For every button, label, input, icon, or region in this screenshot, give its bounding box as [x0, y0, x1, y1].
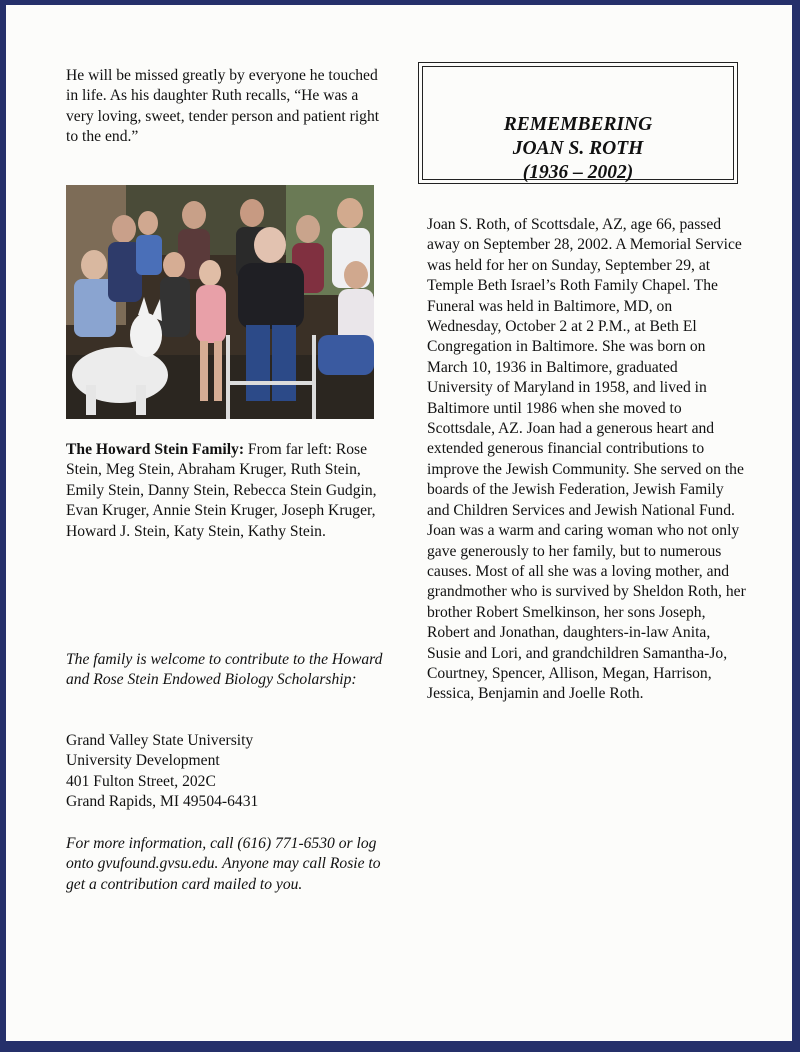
family-photo [66, 185, 374, 419]
address-line: Grand Rapids, MI 49504-6431 [66, 793, 259, 811]
intro-paragraph: He will be missed greatly by everyone he touched in life. As his daughter Ruth recalls, “He was a very loving, sweet, tender person and patient right to the end.” [66, 67, 380, 146]
photo-caption [66, 440, 384, 542]
caption-title: The Howard Stein Family: [66, 441, 245, 458]
title-line-name: JOAN S. ROTH [512, 138, 644, 159]
more-info-note: For more information, call (616) 771-6530 or log onto gvufound.gvsu.edu. Anyone may call Rosie to get a contribution card mailed to you. [66, 835, 381, 893]
memorial-title [419, 113, 737, 185]
title-line-years: (1936 – 2002) [522, 162, 634, 183]
mailing-address [66, 731, 384, 813]
contribution-note: The family is welcome to contribute to the Howard and Rose Stein Endowed Biology Scholarship: [66, 651, 383, 689]
newsletter-page [6, 5, 792, 1041]
address-line: Grand Valley State University [66, 732, 254, 749]
obituary-text: Joan S. Roth, of Scottsdale, AZ, age 66, passed away on September 28, 2002. A Memorial Service was held for her on Sunday, September 29, at Temple Beth Israel’s Roth Family Chapel. The Funeral was held in Baltimore, MD, on Wednesday, October 2 at 2 P.M., at Beth El Congregation in Baltimore. She was born on March 10, 1936 in Baltimore, graduated University of Maryland in 1958, and lived in Baltimore until 1986 when she moved to Scottsdale, AZ. Joan had a generous heart and extended generous financial contributions to improve the Jewish Community. She served on the boards of the Jewish Federation, Jewish Family and Children Services and Jewish National Fund. Joan was a warm and caring woman who not only gave generously to her family, but to numerous causes. Most of all she was a loving mother, and grandmother who is survived by Sheldon Roth, her brother Robert Smelkinson, her sons Joseph, Robert and Jonathan, daughters-in-law Anita, Susie and Lori, and grandchildren Samantha-Jo, Courtney, Spencer, Allison, Megan, Harrison, Jessica, Benjamin and Joelle Roth. [427, 216, 746, 703]
title-line-remembering: REMEMBERING [503, 114, 653, 135]
address-line: 401 Fulton Street, 202C [66, 772, 216, 790]
memorial-title-box [418, 62, 738, 184]
caption-text: From far left: Rose Stein, Meg Stein, Abraham Kruger, Ruth Stein, Emily Stein, Danny Stein, Rebecca Stein Gudgin, Evan Kruger, Annie Stein Kruger, Joseph Kruger, Howard J. Stein, Katy Stein, Kathy Stein. [66, 441, 377, 540]
address-line: University Development [66, 752, 220, 770]
